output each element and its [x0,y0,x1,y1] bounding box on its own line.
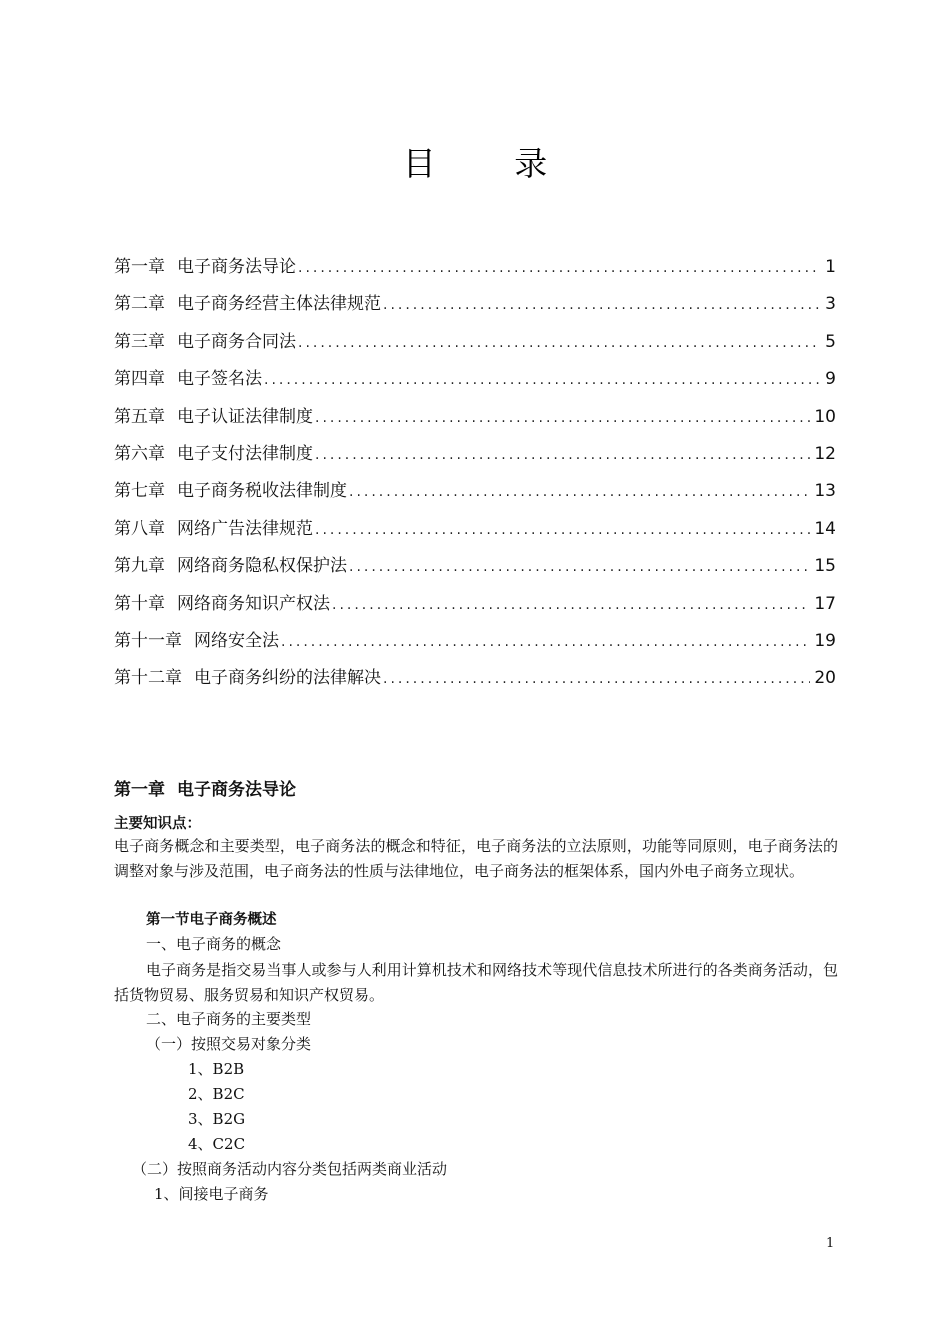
list-item: 4、C2C [188,1135,246,1153]
toc-entry-title: 网络广告法律规范 [177,518,313,539]
toc-leader [315,522,810,538]
list-item: 1、间接电子商务 [154,1185,269,1203]
toc-entry[interactable] [114,589,836,626]
classification-by-object: （一）按照交易对象分类 [146,1035,312,1053]
toc-leader [315,447,810,463]
toc-entry-title: 电子认证法律制度 [177,406,313,427]
toc-entry-title: 网络安全法 [194,630,279,651]
chapter-heading [114,775,296,800]
toc-entry-title: 电子商务法导论 [177,257,296,277]
list-item: 3、B2G [188,1110,246,1128]
toc-leader [383,297,821,313]
toc-entry-page: 9 [825,369,836,390]
toc-title: 目 录 [402,144,582,183]
toc-entry-number: 第十二章 [114,668,182,689]
toc-entry-page: 19 [814,630,836,651]
table-of-contents [114,252,836,701]
toc-entry-number: 第九章 [114,556,165,577]
definition-paragraph: 电子商务是指交易当事人或参与人利用计算机技术和网络技术等现代信息技术所进行的各类商务活动，包括货物贸易、服务贸易和知识产权贸易。 [114,961,838,1004]
toc-entry-page: 14 [814,518,836,539]
toc-entry-number: 第五章 [114,406,165,427]
subheading-types: 二、电子商务的主要类型 [146,1010,312,1028]
toc-leader [298,335,821,351]
toc-entry-title: 电子商务经营主体法律规范 [177,294,381,315]
toc-entry[interactable] [114,476,836,513]
toc-leader [349,559,810,575]
key-points-text: 电子商务概念和主要类型，电子商务法的概念和特征，电子商务法的立法原则，功能等同原则，电子商务法的调整对象与涉及范围，电子商务法的性质与法律地位，电子商务法的框架体系，国内外电子商务立现状。 [114,837,838,880]
chapter-title: 电子商务法导论 [177,780,296,800]
toc-entry-number: 第十一章 [114,630,182,651]
toc-entry-page: 15 [814,556,836,577]
toc-entry-number: 第六章 [114,443,165,464]
toc-leader [298,260,821,276]
toc-leader [315,410,810,426]
toc-entry-title: 电子签名法 [177,369,262,390]
toc-leader [383,671,810,687]
toc-entry[interactable] [114,439,836,476]
toc-leader [349,484,810,500]
classification-by-content: （二）按照商务活动内容分类包括两类商业活动 [132,1160,448,1178]
toc-entry-number: 第一章 [114,257,165,277]
list-item: 2、B2C [188,1085,245,1103]
subheading-concept: 一、电子商务的概念 [146,935,282,953]
toc-entry-number: 第七章 [114,481,165,502]
toc-entry-page: 13 [814,481,836,502]
toc-entry-title: 电子商务纠纷的法律解决 [194,668,381,689]
toc-entry[interactable] [114,402,836,439]
toc-entry-page: 17 [814,593,836,614]
toc-entry-page: 10 [814,406,836,427]
toc-leader [332,597,810,613]
toc-entry-page: 12 [814,443,836,464]
toc-entry[interactable] [114,327,836,364]
toc-entry[interactable] [114,364,836,401]
toc-leader [264,372,821,388]
toc-entry-page: 3 [825,294,836,315]
toc-entry-title: 网络商务知识产权法 [177,593,330,614]
toc-entry-number: 第三章 [114,331,165,352]
toc-entry[interactable] [114,252,836,289]
toc-entry-title: 电子商务合同法 [177,331,296,352]
toc-entry-title: 网络商务隐私权保护法 [177,556,347,577]
toc-entry-page: 1 [825,257,836,277]
toc-entry[interactable] [114,626,836,663]
toc-leader [281,634,810,650]
toc-entry[interactable] [114,289,836,326]
chapter-number: 第一章 [114,780,165,800]
key-points-label: 主要知识点： [114,816,201,832]
toc-entry-number: 第八章 [114,518,165,539]
page-number: 1 [826,1236,835,1251]
toc-entry-page: 5 [825,331,836,352]
toc-entry[interactable] [114,551,836,588]
toc-entry[interactable] [114,514,836,551]
toc-entry-title: 电子支付法律制度 [177,443,313,464]
list-item: 1、B2B [188,1060,245,1078]
toc-entry-number: 第二章 [114,294,165,315]
section-title: 第一节电子商务概述 [146,912,277,928]
toc-entry-title: 电子商务税收法律制度 [177,481,347,502]
toc-entry-number: 第十章 [114,593,165,614]
toc-entry-page: 20 [814,668,836,689]
toc-entry-number: 第四章 [114,369,165,390]
toc-entry[interactable] [114,663,836,700]
